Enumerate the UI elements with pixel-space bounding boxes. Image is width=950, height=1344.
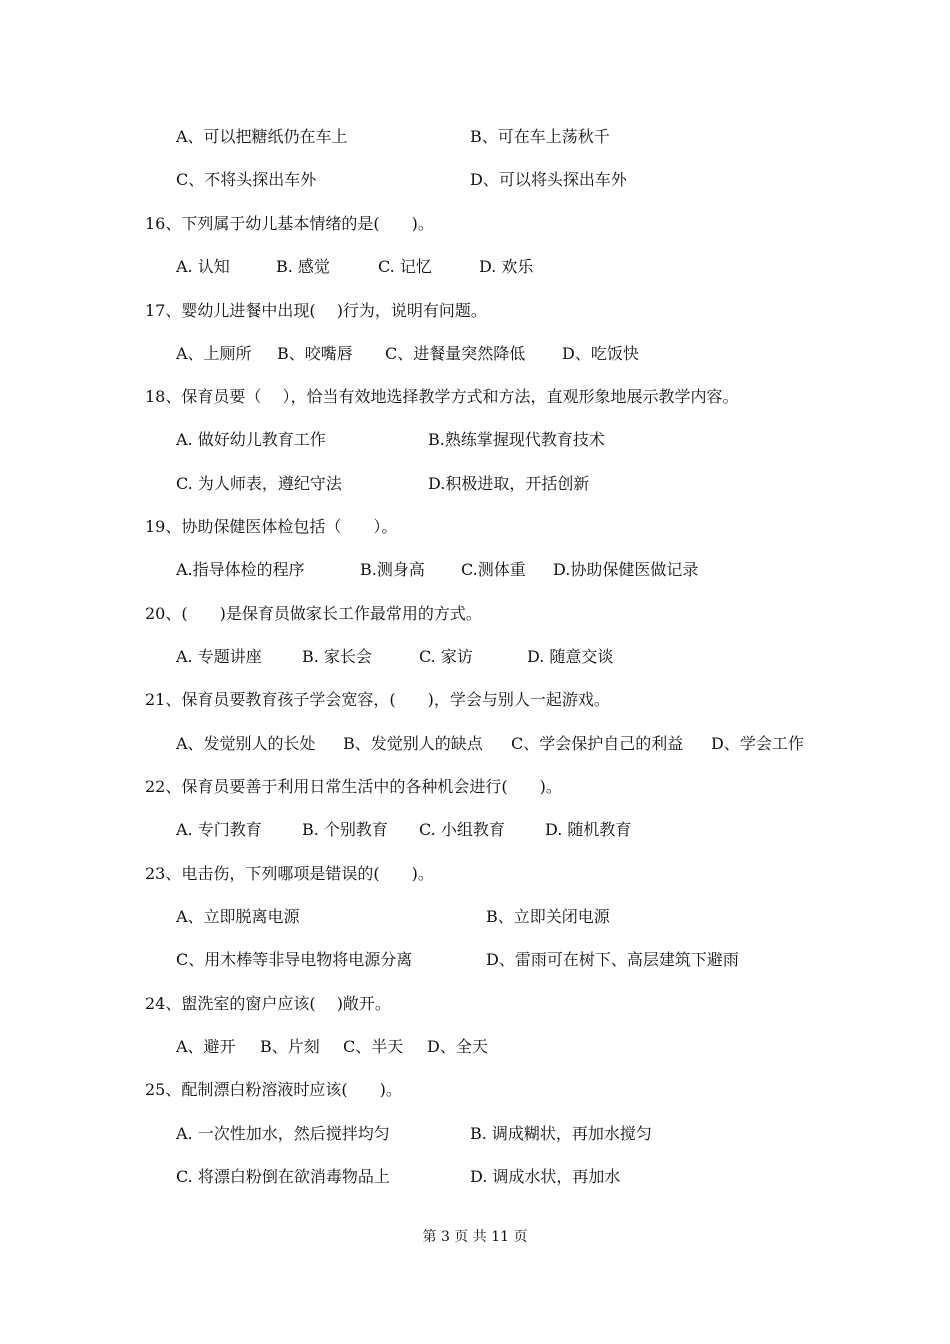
q25-option-a: A. 一次性加水，然后搅拌均匀 — [176, 1124, 390, 1143]
q16-option-a: A. 认知 — [176, 257, 230, 276]
q22-stem: 22、保育员要善于利用日常生活中的各种机会进行( )。 — [145, 777, 562, 796]
q15-option-b: B、可在车上荡秋千 — [470, 127, 610, 146]
q23-option-d: D、雷雨可在树下、高层建筑下避雨 — [486, 950, 739, 969]
q25-option-b: B. 调成糊状，再加水搅匀 — [470, 1124, 652, 1143]
q23-option-c: C、用木棒等非导电物将电源分离 — [176, 950, 413, 969]
q17-option-c: C、进餐量突然降低 — [385, 344, 526, 363]
q23-option-b: B、立即关闭电源 — [486, 907, 610, 926]
q18-stem: 18、保育员要（ ），恰当有效地选择教学方式和方法，直观形象地展示教学内容。 — [145, 387, 739, 406]
q24-stem: 24、盥洗室的窗户应该( )敞开。 — [145, 994, 391, 1013]
q24-option-d: D、全天 — [427, 1037, 488, 1056]
q17-option-d: D、吃饭快 — [562, 344, 639, 363]
q15-option-a: A、可以把糖纸仍在车上 — [176, 127, 348, 146]
q20-option-d: D. 随意交谈 — [527, 647, 614, 666]
q23-option-a: A、立即脱离电源 — [176, 907, 300, 926]
q20-option-b: B. 家长会 — [302, 647, 372, 666]
q22-option-b: B. 个别教育 — [302, 820, 388, 839]
q18-option-d: D.积极进取，开括创新 — [428, 474, 590, 493]
q17-stem: 17、婴幼儿进餐中出现( )行为，说明有问题。 — [145, 301, 487, 320]
q22-option-a: A. 专门教育 — [176, 820, 262, 839]
q19-stem: 19、协助保健医体检包括（ ）。 — [145, 517, 398, 536]
q18-option-c: C. 为人师表，遵纪守法 — [176, 474, 342, 493]
q23-stem: 23、电击伤，下列哪项是错误的( )。 — [145, 864, 434, 883]
q21-option-b: B、发觉别人的缺点 — [343, 734, 483, 753]
q20-stem: 20、( )是保育员做家长工作最常用的方式。 — [145, 604, 482, 623]
q22-option-d: D. 随机教育 — [545, 820, 632, 839]
page-number-footer: 第 3 页 共 11 页 — [422, 1229, 528, 1245]
q15-option-d: D、可以将头探出车外 — [470, 170, 627, 189]
q16-option-b: B. 感觉 — [276, 257, 330, 276]
q24-option-a: A、避开 — [176, 1037, 236, 1056]
q18-option-b: B.熟练掌握现代教育技术 — [428, 430, 605, 449]
q18-option-a: A. 做好幼儿教育工作 — [176, 430, 326, 449]
q16-stem: 16、下列属于幼儿基本情绪的是( )。 — [145, 214, 434, 233]
q17-option-b: B、咬嘴唇 — [277, 344, 353, 363]
q25-option-d: D. 调成水状，再加水 — [470, 1167, 621, 1186]
q16-option-c: C. 记忆 — [378, 257, 432, 276]
q21-option-c: C、学会保护自己的利益 — [511, 734, 684, 753]
q21-option-d: D、学会工作 — [711, 734, 804, 753]
q24-option-c: C、半天 — [343, 1037, 404, 1056]
q25-stem: 25、配制漂白粉溶液时应该( )。 — [145, 1080, 402, 1099]
q20-option-a: A. 专题讲座 — [176, 647, 262, 666]
q19-option-c: C.测体重 — [461, 560, 526, 579]
q15-option-c: C、不将头探出车外 — [176, 170, 317, 189]
q19-option-b: B.测身高 — [360, 560, 425, 579]
q21-option-a: A、发觉别人的长处 — [176, 734, 316, 753]
q20-option-c: C. 家访 — [419, 647, 473, 666]
q19-option-a: A.指导体检的程序 — [176, 560, 305, 579]
q22-option-c: C. 小组教育 — [419, 820, 505, 839]
q16-option-d: D. 欢乐 — [479, 257, 534, 276]
q21-stem: 21、保育员要教育孩子学会宽容，( )，学会与别人一起游戏。 — [145, 690, 610, 709]
q25-option-c: C. 将漂白粉倒在欲消毒物品上 — [176, 1167, 390, 1186]
q17-option-a: A、上厕所 — [176, 344, 252, 363]
q24-option-b: B、片刻 — [260, 1037, 320, 1056]
q19-option-d: D.协助保健医做记录 — [553, 560, 699, 579]
